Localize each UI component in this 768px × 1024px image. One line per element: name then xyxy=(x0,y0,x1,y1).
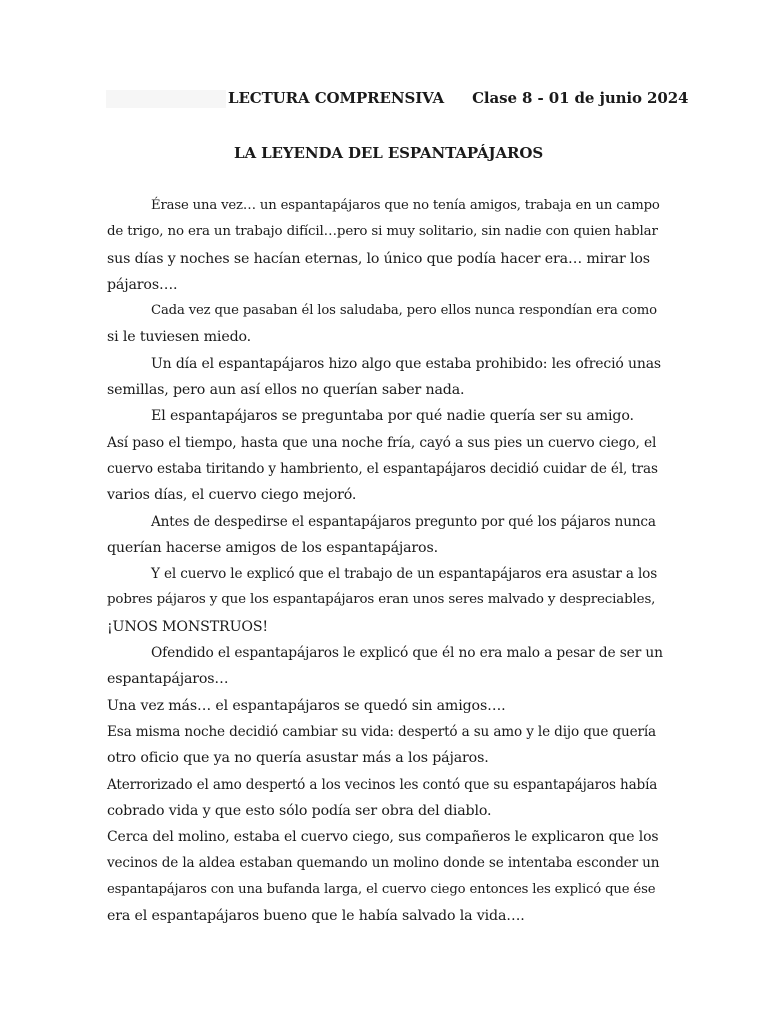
story-line: Ofendido el espantapájaros le explicó que él no era malo a pesar de ser un xyxy=(151,645,663,662)
story-line: cuervo estaba tiritando y hambriento, el espantapájaros decidió cuidar de él, tras xyxy=(107,460,658,477)
document-header xyxy=(228,89,688,107)
story-line: Un día el espantapájaros hizo algo que estaba prohibido: les ofreció unas xyxy=(151,355,661,372)
story-line: Una vez más… el espantapájaros se quedó sin amigos…. xyxy=(107,697,506,714)
story-line: pobres pájaros y que los espantapájaros eran unos seres malvado y despreciables, xyxy=(107,592,656,608)
story-line: semillas, pero aun así ellos no querían saber nada. xyxy=(107,382,465,399)
story-line: vecinos de la aldea estaban quemando un molino donde se intentaba esconder un xyxy=(107,855,660,872)
story-line: espantapájaros… xyxy=(107,671,229,688)
story-line: Y el cuervo le explicó que el trabajo de un espantapájaros era asustar a los xyxy=(151,566,658,583)
story-line: Así paso el tiempo, hasta que una noche fría, cayó a sus pies un cuervo ciego, el xyxy=(107,434,657,451)
story-line: otro oficio que ya no quería asustar más a los pájaros. xyxy=(107,750,489,767)
story-line: Esa misma noche decidió cambiar su vida: despertó a su amo y le dijo que quería xyxy=(107,723,656,740)
header-subject: LECTURA COMPRENSIVA xyxy=(228,89,445,107)
story-line: Antes de despedirse el espantapájaros pregunto por qué los pájaros nunca xyxy=(151,513,656,530)
story-line: era el espantapájaros bueno que le había salvado la vida…. xyxy=(107,908,525,925)
story-line: querían hacerse amigos de los espantapájaros. xyxy=(107,539,438,556)
story-line: El espantapájaros se preguntaba por qué nadie quería ser su amigo. xyxy=(151,408,634,425)
story-line: ¡UNOS MONSTRUOS! xyxy=(107,618,268,635)
story-line: si le tuviesen miedo. xyxy=(107,329,252,346)
header-class-info: Clase 8 - 01 de junio 2024 xyxy=(472,89,689,107)
header-highlight xyxy=(106,90,226,108)
story-line: Aterrorizado el amo despertó a los vecinos les contó que su espantapájaros había xyxy=(107,776,658,793)
story-line: Cada vez que pasaban él los saludaba, pero ellos nunca respondían era como xyxy=(151,303,657,319)
story-body xyxy=(107,196,663,932)
story-line: varios días, el cuervo ciego mejoró. xyxy=(107,487,357,504)
story-line: espantapájaros con una bufanda larga, el cuervo ciego entonces les explicó que ése xyxy=(107,881,656,897)
story-line: pájaros…. xyxy=(107,276,178,293)
story-line: Cerca del molino, estaba el cuervo ciego, sus compañeros le explicaron que los xyxy=(107,829,659,846)
document-title: LA LEYENDA DEL ESPANTAPÁJAROS xyxy=(234,144,544,162)
story-line: cobrado vida y que esto sólo podía ser obra del diablo. xyxy=(107,802,492,819)
story-line: de trigo, no era un trabajo difícil…pero si muy solitario, sin nadie con quien hablar xyxy=(107,224,658,240)
story-line: sus días y noches se hacían eternas, lo único que podía hacer era… mirar los xyxy=(107,250,650,267)
story-line: Érase una vez… un espantapájaros que no tenía amigos, trabaja en un campo xyxy=(151,198,660,213)
